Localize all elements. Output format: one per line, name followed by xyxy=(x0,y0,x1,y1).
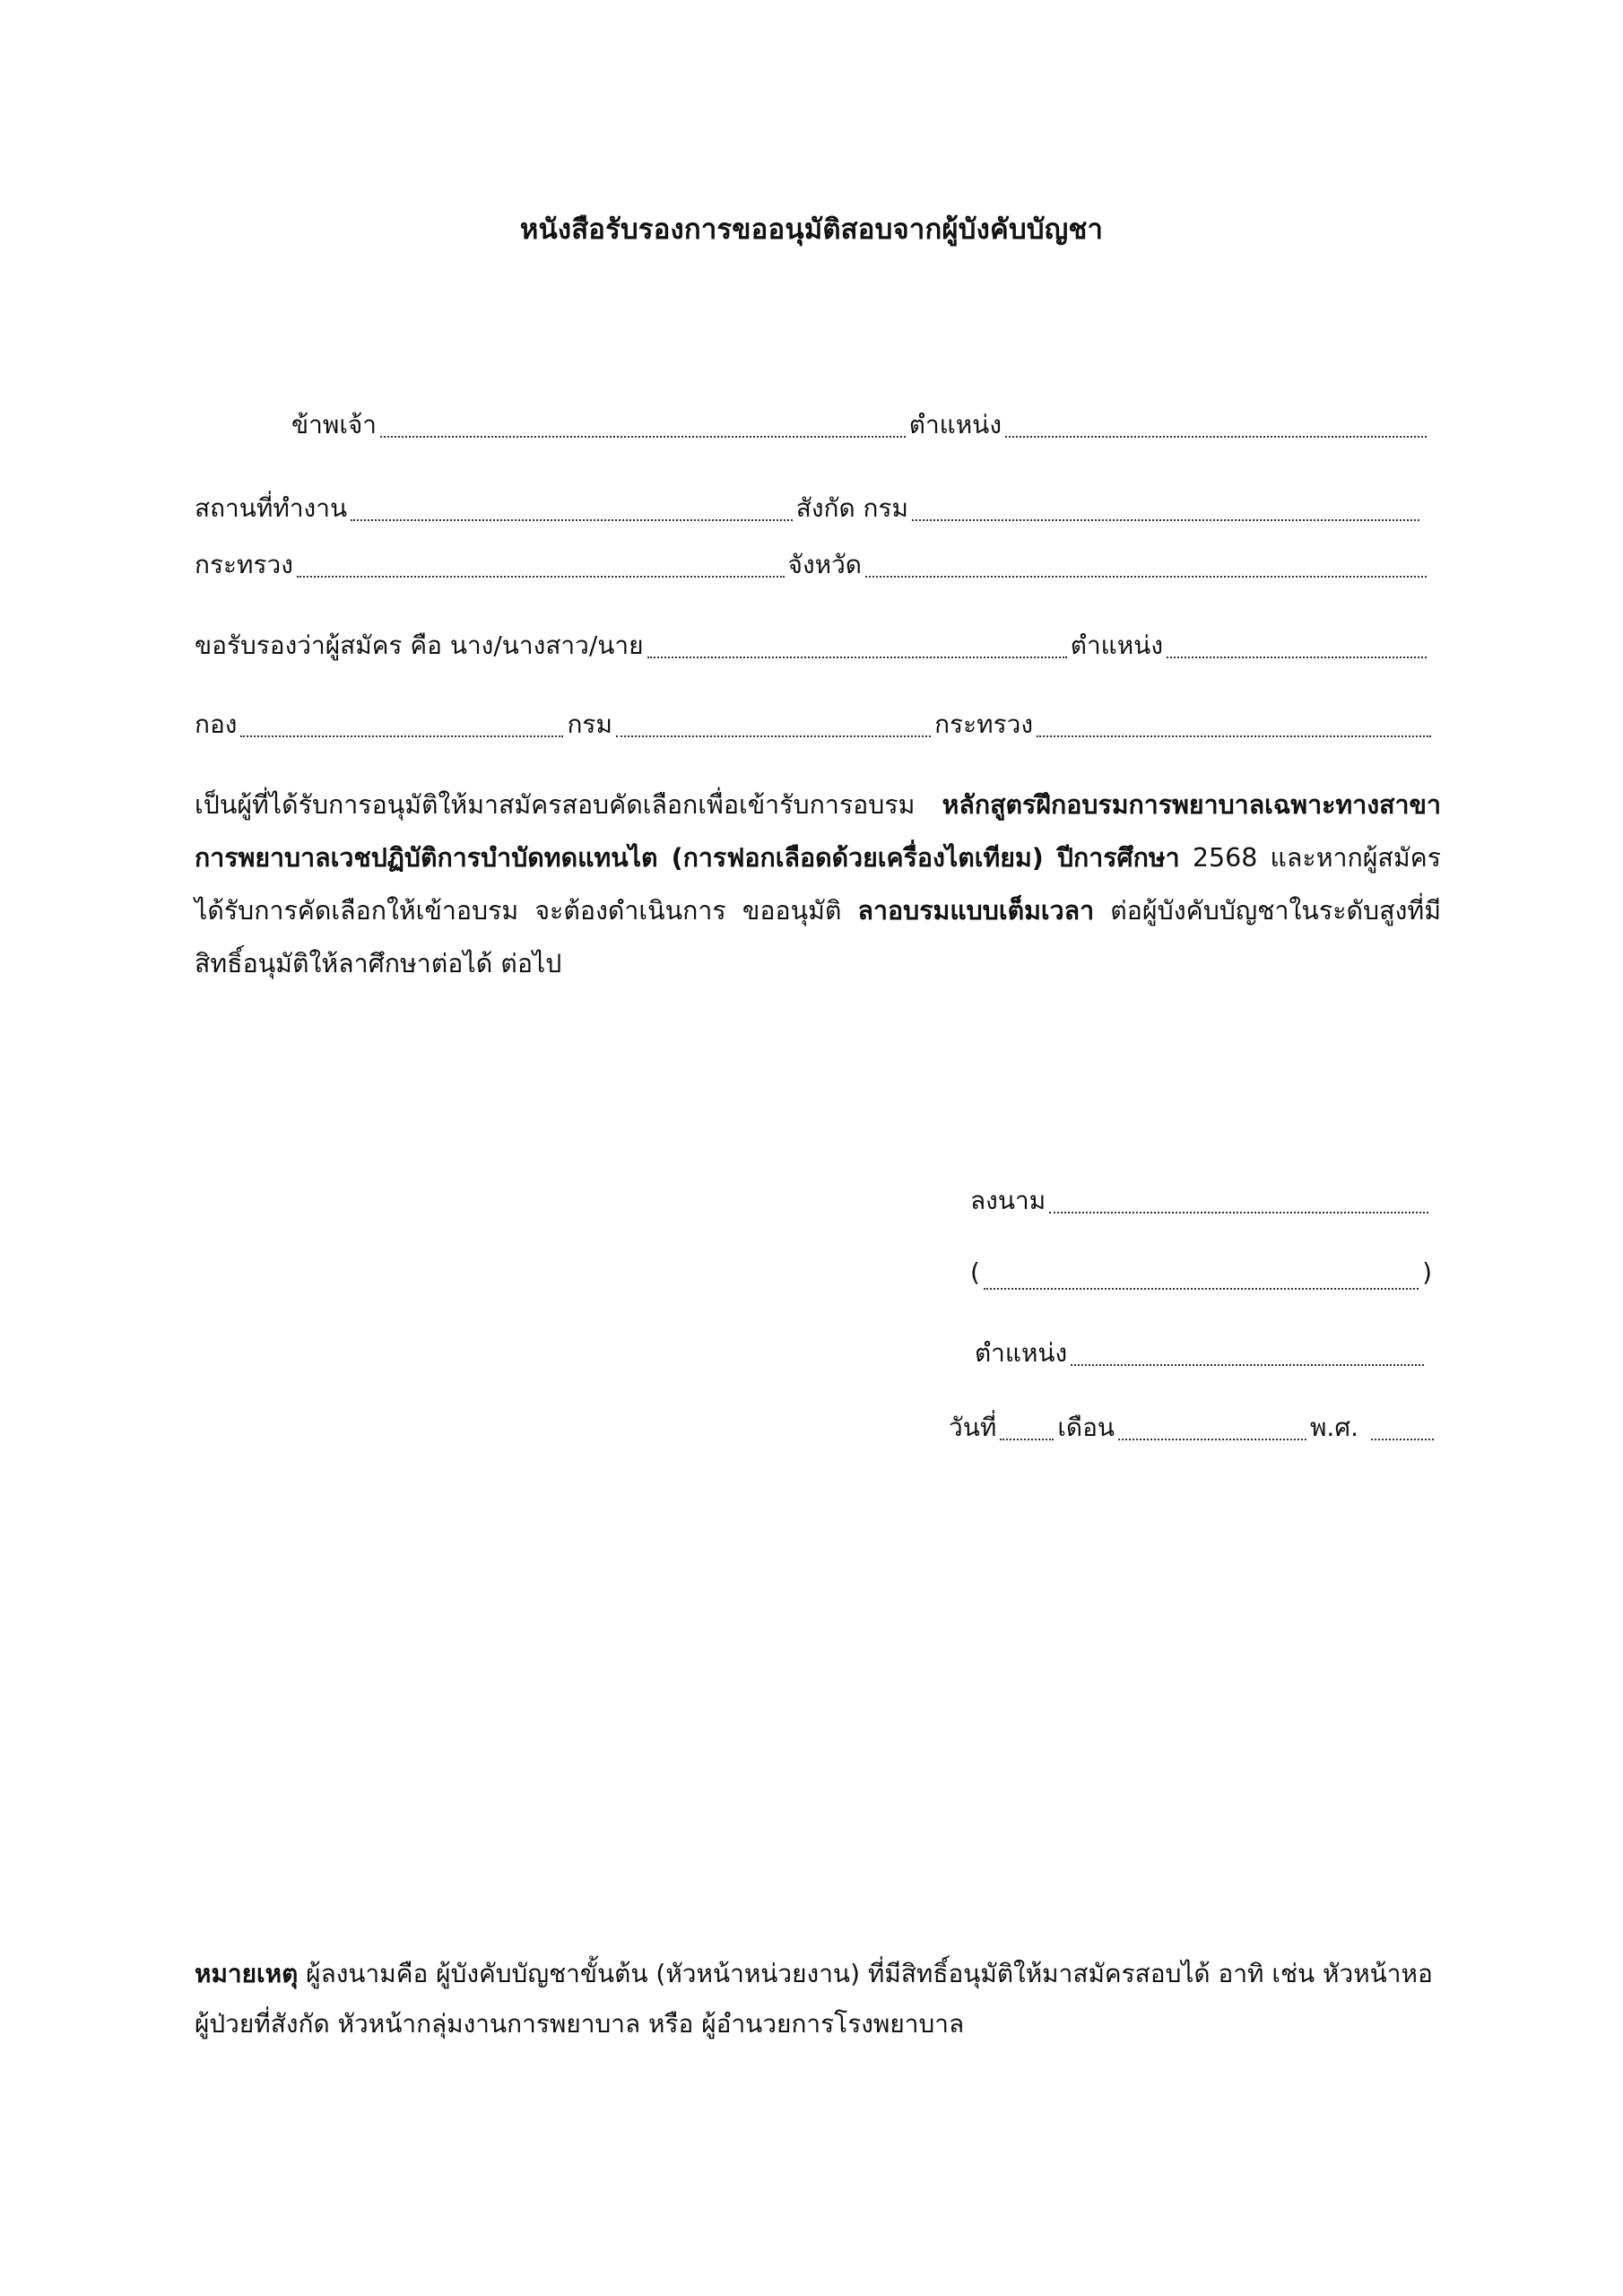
note-text: ผู้ลงนามคือ ผู้บังคับบัญชาขั้นต้น (หัวหน้าหน่วยงาน) ที่มีสิทธิ์อนุมัติให้มาสมัครสอบได้ อาทิ เช่น หัวหน้าหอผู้ป่วยที่สังกัด หัวหน้ากลุ่มงานการพยาบาล หรือ ผู้อำนวยการโรงพยาบาล xyxy=(195,1959,1433,2039)
name-blank[interactable] xyxy=(380,413,906,438)
close-paren: ) xyxy=(1422,1257,1432,1287)
date-row xyxy=(949,1408,1437,1449)
applicant-name-blank[interactable] xyxy=(647,633,1067,658)
paragraph-text-1: เป็นผู้ที่ได้รับการอนุมัติให้มาสมัครสอบคัดเลือกเพื่อเข้ารับการอบรม xyxy=(195,790,942,820)
department-blank[interactable] xyxy=(912,496,1419,521)
department2-blank[interactable] xyxy=(616,712,931,737)
field-row-name xyxy=(291,405,1430,447)
signer-position-row xyxy=(975,1334,1428,1375)
position-blank[interactable] xyxy=(1005,413,1427,438)
year-label: พ.ศ. xyxy=(1309,1413,1358,1442)
signature-label: ลงนาม xyxy=(970,1186,1046,1215)
field-row-workplace xyxy=(195,489,1423,530)
day-label: วันที่ xyxy=(949,1413,997,1442)
division-blank[interactable] xyxy=(240,712,563,737)
signer-position-label: ตำแหน่ง xyxy=(975,1338,1068,1368)
ministry-label: กระทรวง xyxy=(195,550,293,579)
footnote xyxy=(195,1949,1441,2049)
document-title: หนังสือรับรองการขออนุมัติสอบจากผู้บังคับบัญชา xyxy=(519,213,1104,246)
name-label: ข้าพเจ้า xyxy=(291,410,378,439)
applicant-position-blank[interactable] xyxy=(1167,633,1427,658)
ministry-blank[interactable] xyxy=(297,552,785,578)
paragraph-text-2: 2568 และหากผู้สมัครได้รับการคัดเลือกให้เข้าอบรม จะต้องดำเนินการ ขออนุมัติ xyxy=(195,843,1441,926)
open-paren: ( xyxy=(970,1257,980,1287)
department-label: สังกัด กรม xyxy=(795,493,908,523)
month-label: เดือน xyxy=(1057,1413,1115,1442)
printed-name-row xyxy=(970,1257,1432,1299)
department2-label: กรม xyxy=(567,709,612,739)
signer-position-blank[interactable] xyxy=(1071,1341,1424,1366)
field-row-division xyxy=(195,705,1435,746)
paragraph-text-3: ต่อผู้บังคับบัญชาในระดับสูงที่มีสิทธิ์อนุมัติให้ลาศึกษาต่อได้ ต่อไป xyxy=(195,896,1442,978)
province-blank[interactable] xyxy=(865,552,1427,578)
note-label: หมายเหตุ xyxy=(195,1959,299,1988)
signature-blank[interactable] xyxy=(1049,1188,1428,1213)
workplace-label: สถานที่ทำงาน xyxy=(195,493,348,523)
year-blank[interactable] xyxy=(1371,1415,1434,1440)
printed-name-blank[interactable] xyxy=(984,1265,1419,1290)
field-row-applicant xyxy=(195,626,1430,667)
course-name: หลักสูตรฝึกอบรมการพยาบาลเฉพาะทางสาขาการพยาบาลเวชปฏิบัติการบำบัดทดแทนไต (การฟอกเลือดด้วยเครื่องไตเทียม) ปีการศึกษา xyxy=(195,790,1441,873)
signature-row xyxy=(970,1181,1432,1222)
month-blank[interactable] xyxy=(1118,1415,1306,1440)
workplace-blank[interactable] xyxy=(351,496,793,521)
position-label: ตำแหน่ง xyxy=(908,410,1002,439)
ministry2-blank[interactable] xyxy=(1037,712,1431,737)
applicant-position-label: ตำแหน่ง xyxy=(1070,631,1163,660)
province-label: จังหวัด xyxy=(787,550,862,579)
ministry2-label: กระทรวง xyxy=(934,709,1033,739)
day-blank[interactable] xyxy=(1000,1415,1054,1440)
applicant-label: ขอรับรองว่าผู้สมัคร คือ นาง/นางสาว/นาย xyxy=(195,631,644,660)
leave-type: ลาอบรมแบบเต็มเวลา xyxy=(857,896,1095,926)
field-row-ministry xyxy=(195,545,1430,587)
division-label: กอง xyxy=(195,709,238,739)
certification-paragraph xyxy=(195,778,1441,990)
